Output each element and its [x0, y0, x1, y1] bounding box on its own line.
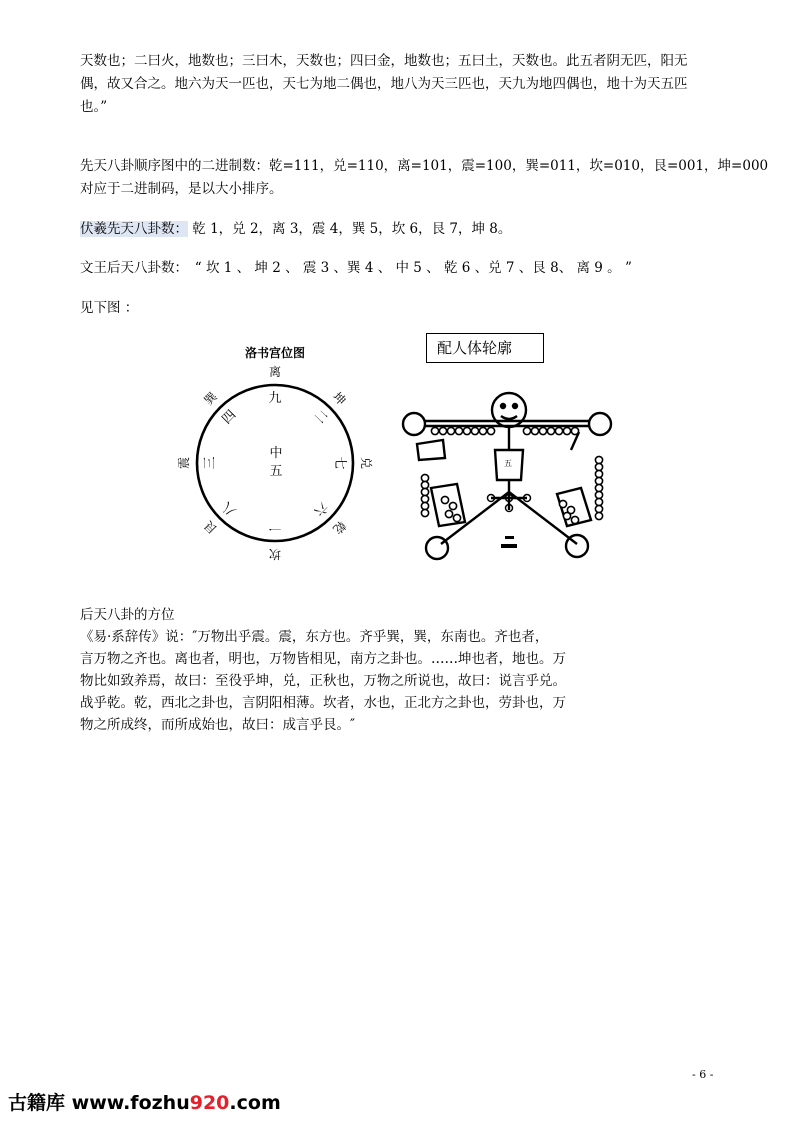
binary-line: 对应于二进制码，是以大小排序。: [80, 181, 283, 197]
fuxi-numbers: [80, 218, 511, 240]
bead: [595, 491, 602, 498]
bead: [447, 427, 454, 434]
bead: [563, 512, 570, 519]
bead: [595, 498, 602, 505]
bead: [563, 427, 570, 434]
left-foot-circle: [426, 537, 448, 559]
right-foot-circle: [566, 535, 588, 557]
bead: [421, 495, 428, 502]
bead: [523, 427, 530, 434]
site-name: 古籍库: [8, 1092, 66, 1114]
site-url-number: 920: [189, 1092, 230, 1114]
bead: [439, 427, 446, 434]
outer-trigram-label: 艮: [201, 518, 220, 537]
luoshu-circle: [197, 385, 353, 541]
outer-trigram-label: 震: [177, 456, 191, 470]
bead: [441, 496, 448, 503]
page-number: - 6 -: [692, 1068, 714, 1081]
bead: [463, 427, 470, 434]
inner-number-label: 三: [203, 456, 218, 470]
center-top: 中: [269, 446, 283, 461]
quote-line: 《易·系辞传》说：″万物出乎震。震，东方也。齐乎巽，巽，东南也。齐也者，: [80, 629, 549, 645]
bead: [421, 481, 428, 488]
bead: [421, 502, 428, 509]
outer-trigram-label: 乾: [330, 518, 349, 537]
inner-number-label: 一: [268, 520, 282, 535]
outer-trigram-label: 巽: [201, 389, 220, 408]
inner-number-labels: [203, 390, 347, 535]
outer-trigram-label: 兑: [359, 456, 373, 470]
luoshu-diagram: [175, 338, 375, 570]
site-url-suffix: .com: [229, 1092, 281, 1114]
paragraph-line: 天数也；二曰火，地数也；三曰木，天数也；四曰金，地数也；五曰土，天数也。此五者阴无匹，阳无: [80, 53, 688, 69]
bead: [547, 427, 554, 434]
inner-number-label: 四: [219, 407, 240, 428]
fuxi-text: 乾 1，兑 2，离 3，震 4，巽 5，坎 6，艮 7，坤 8。: [188, 221, 512, 237]
outer-trigram-label: 坤: [330, 389, 349, 408]
luoshu-title: 洛书宫位图: [244, 346, 306, 360]
bead: [595, 512, 602, 519]
paragraph-line: 偶，故又合之。地六为天一匹也，天七为地二偶也，地八为天三匹也，天九为地四偶也，地十为天五匹: [80, 76, 688, 92]
bead: [595, 463, 602, 470]
bead: [453, 514, 460, 521]
bead: [421, 509, 428, 516]
inner-number-label: 二: [310, 407, 331, 428]
bead: [487, 427, 494, 434]
bead: [431, 427, 438, 434]
bead: [555, 427, 562, 434]
binary-line: 先天八卦顺序图中的二进制数：乾=111，兑=110，离=101，震=100，巽=011，坎=010，艮=001，坤=000: [80, 158, 769, 174]
outer-trigram-label: 坎: [268, 547, 282, 561]
bead: [559, 500, 566, 507]
inner-number-label: 六: [310, 498, 331, 519]
see-below: 见下图 ：: [80, 300, 139, 316]
bead: [595, 477, 602, 484]
bead: [571, 516, 578, 523]
right-hand-circle: [589, 413, 611, 435]
center-bottom: 五: [269, 464, 283, 479]
bead: [531, 427, 538, 434]
bead: [595, 470, 602, 477]
mark-five: 五: [504, 459, 512, 468]
site-url-prefix: www.fozhu: [71, 1092, 190, 1114]
bead: [471, 427, 478, 434]
bead: [421, 474, 428, 481]
bead: [479, 427, 486, 434]
bead: [449, 502, 456, 509]
inner-number-label: 七: [332, 456, 347, 470]
bead: [539, 427, 546, 434]
bead: [595, 505, 602, 512]
body-outline-diagram: [395, 388, 620, 568]
quote-line: 物比如致养焉，故曰：至役乎坤，兑，正秋也，万物之所说也，故曰：说言乎兑。: [80, 673, 566, 689]
quote-line: 物之所成终，而所成始也，故曰：成言乎艮。″: [80, 717, 356, 733]
left-hand-circle: [403, 413, 425, 435]
bead: [421, 488, 428, 495]
body-diagram-label: 配人体轮廓: [426, 333, 544, 363]
section-title: 后天八卦的方位: [80, 607, 175, 623]
bead: [571, 427, 578, 434]
bead: [595, 456, 602, 463]
outer-trigram-label: 离: [268, 365, 282, 379]
bead: [445, 510, 452, 517]
fuxi-label: 伏羲先天八卦数：: [80, 221, 188, 237]
paragraph-line: 也。”: [80, 99, 108, 115]
inner-number-label: 八: [219, 498, 240, 519]
quote-line: 言万物之齐也。离也者，明也，万物皆相见，南方之卦也。……坤也者，地也。万: [80, 651, 566, 667]
footer-watermark: [8, 1088, 281, 1115]
quote-line: 战乎乾。乾，西北之卦也，言阴阳相薄。坎者，水也，正北方之卦也，劳卦也，万: [80, 695, 566, 711]
wenwang-numbers: 文王后天八卦数： “ 坎 1 、 坤 2 、 震 3 、巽 4 、 中 5 、 乾 6 、兑 7 、艮 8、 离 9 。 ”: [80, 260, 632, 276]
bead: [595, 484, 602, 491]
bead: [455, 427, 462, 434]
inner-number-label: 九: [268, 391, 282, 406]
